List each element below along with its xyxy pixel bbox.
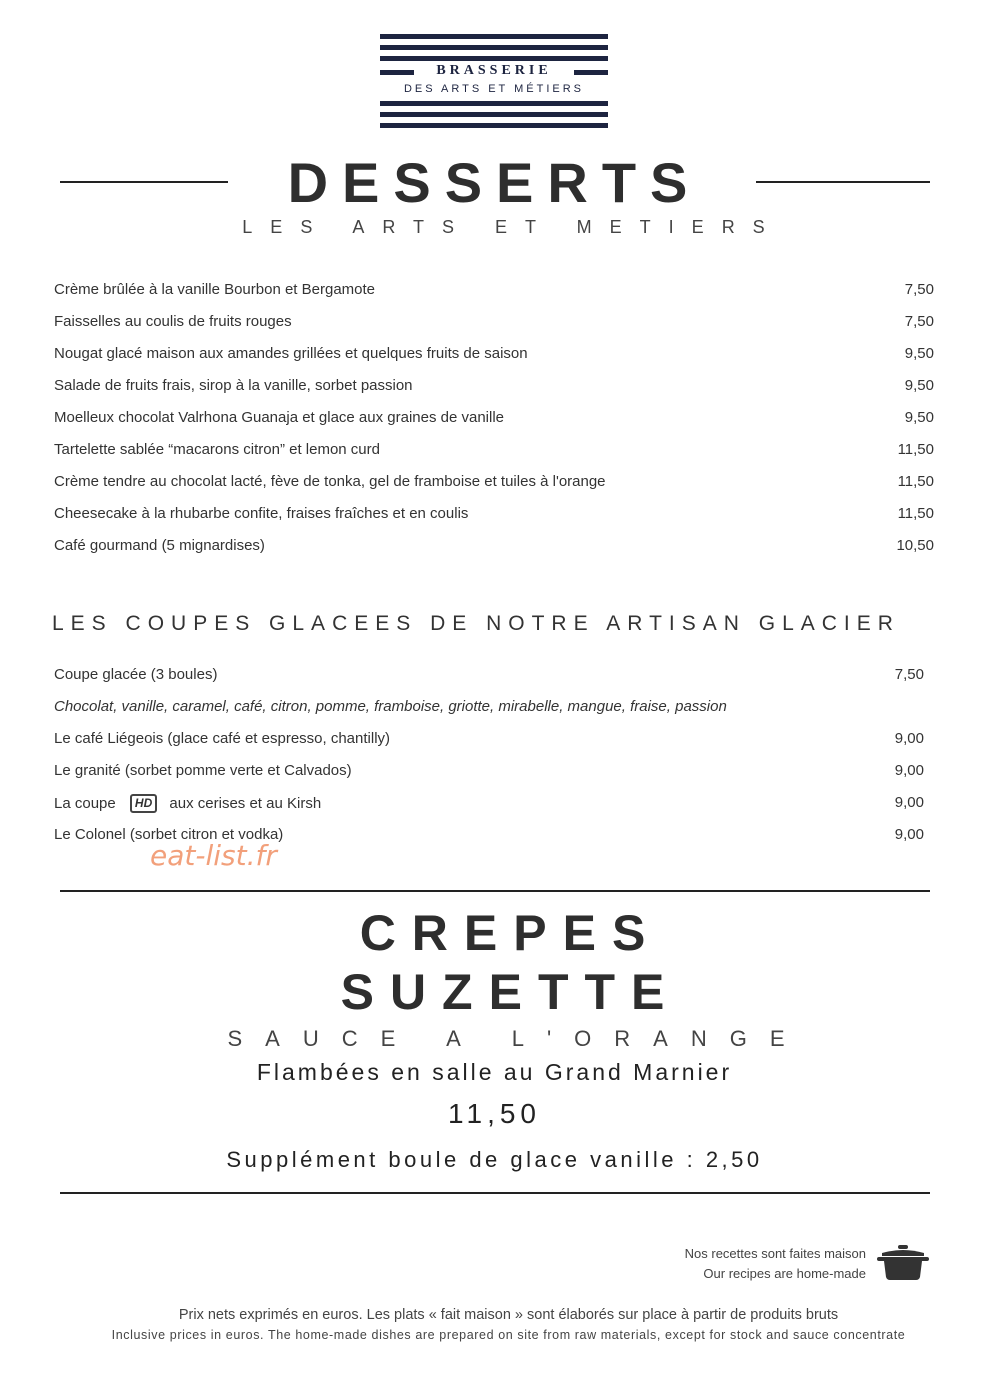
list-item: Salade de fruits frais, sirop à la vanille, sorbet passion — [54, 377, 413, 394]
crepes-title-line1: CREPES — [359, 905, 662, 961]
item-price: 7,50 — [894, 666, 924, 683]
list-item: Crème brûlée à la vanille Bourbon et Bergamote — [54, 281, 376, 298]
list-item: Coupe glacée (3 boules) — [54, 666, 218, 683]
section-rule-top — [60, 890, 930, 892]
item-name-start: La coupe — [54, 795, 116, 812]
crepes-supplement: Supplément boule de glace vanille : 2,50 — [226, 1147, 763, 1172]
list-item: Nougat glacé maison aux amandes grillées et quelques fruits de saison — [54, 345, 528, 362]
item-price: 9,50 — [904, 377, 934, 394]
item-price: 9,50 — [904, 345, 934, 362]
hd-badge-icon: HD — [130, 794, 157, 813]
crepes-price: 11,50 — [448, 1098, 541, 1129]
crepes-flambees: Flambées en salle au Grand Marnier — [256, 1059, 733, 1085]
item-price: 9,00 — [894, 730, 924, 747]
watermark: eat-list.fr — [150, 839, 277, 872]
brasserie-logo — [380, 34, 608, 128]
item-name-end: aux cerises et au Kirsh — [169, 795, 322, 812]
list-item: Café gourmand (5 mignardises) — [54, 537, 265, 554]
list-item — [54, 794, 321, 813]
list-item: Le Colonel (sorbet citron et vodka) — [54, 826, 284, 843]
item-price: 9,00 — [894, 794, 924, 811]
logo-subtitle: DES ARTS ET MÉTIERS — [403, 83, 585, 95]
item-price: 9,00 — [894, 826, 924, 843]
page-title: DESSERTS — [287, 151, 702, 214]
legal-note-en: Inclusive prices in euros. The home-made dishes are prepared on site from raw materials, except for stock and sauce concentrate — [111, 1328, 906, 1342]
item-price: 9,00 — [894, 762, 924, 779]
list-item: Le granité (sorbet pomme verte et Calvados) — [54, 762, 352, 779]
item-price: 11,50 — [897, 505, 934, 522]
item-price: 10,50 — [896, 537, 934, 554]
crepes-title-line2: SUZETTE — [340, 964, 681, 1020]
coupes-heading: LES COUPES GLACEES DE NOTRE ARTISAN GLACIER — [52, 612, 900, 635]
item-price: 7,50 — [904, 281, 934, 298]
cooking-pot-icon — [876, 1244, 930, 1282]
list-item: Le café Liégeois (glace café et espresso, chantilly) — [54, 730, 391, 747]
list-item: Tartelette sablée “macarons citron” et lemon curd — [54, 441, 380, 458]
item-price: 9,50 — [904, 409, 934, 426]
list-item: Crème tendre au chocolat lacté, fève de tonka, gel de framboise et tuiles à l'orange — [54, 473, 606, 490]
item-price: 11,50 — [897, 473, 934, 490]
homemade-note-fr: Nos recettes sont faites maison — [684, 1246, 866, 1261]
legal-note-fr: Prix nets exprimés en euros. Les plats « fait maison » sont élaborés sur place à partir de produits bruts — [178, 1307, 839, 1323]
section-rule-bottom — [60, 1192, 930, 1194]
logo-brand: BRASSERIE — [436, 63, 552, 78]
item-price: 7,50 — [904, 313, 934, 330]
page-subtitle: LES ARTS ET METIERS — [242, 217, 783, 237]
list-item: Cheesecake à la rhubarbe confite, fraises fraîches et en coulis — [54, 505, 469, 522]
flavors-list: Chocolat, vanille, caramel, café, citron, pomme, framboise, griotte, mirabelle, mangue, fraise, passion — [54, 698, 727, 715]
list-item: Moelleux chocolat Valrhona Guanaja et glace aux graines de vanille — [54, 409, 505, 426]
item-price: 11,50 — [897, 441, 934, 458]
homemade-note-en: Our recipes are home-made — [703, 1266, 866, 1281]
crepes-sauce: SAUCE A L'ORANGE — [227, 1026, 808, 1051]
list-item: Faisselles au coulis de fruits rouges — [54, 313, 292, 330]
